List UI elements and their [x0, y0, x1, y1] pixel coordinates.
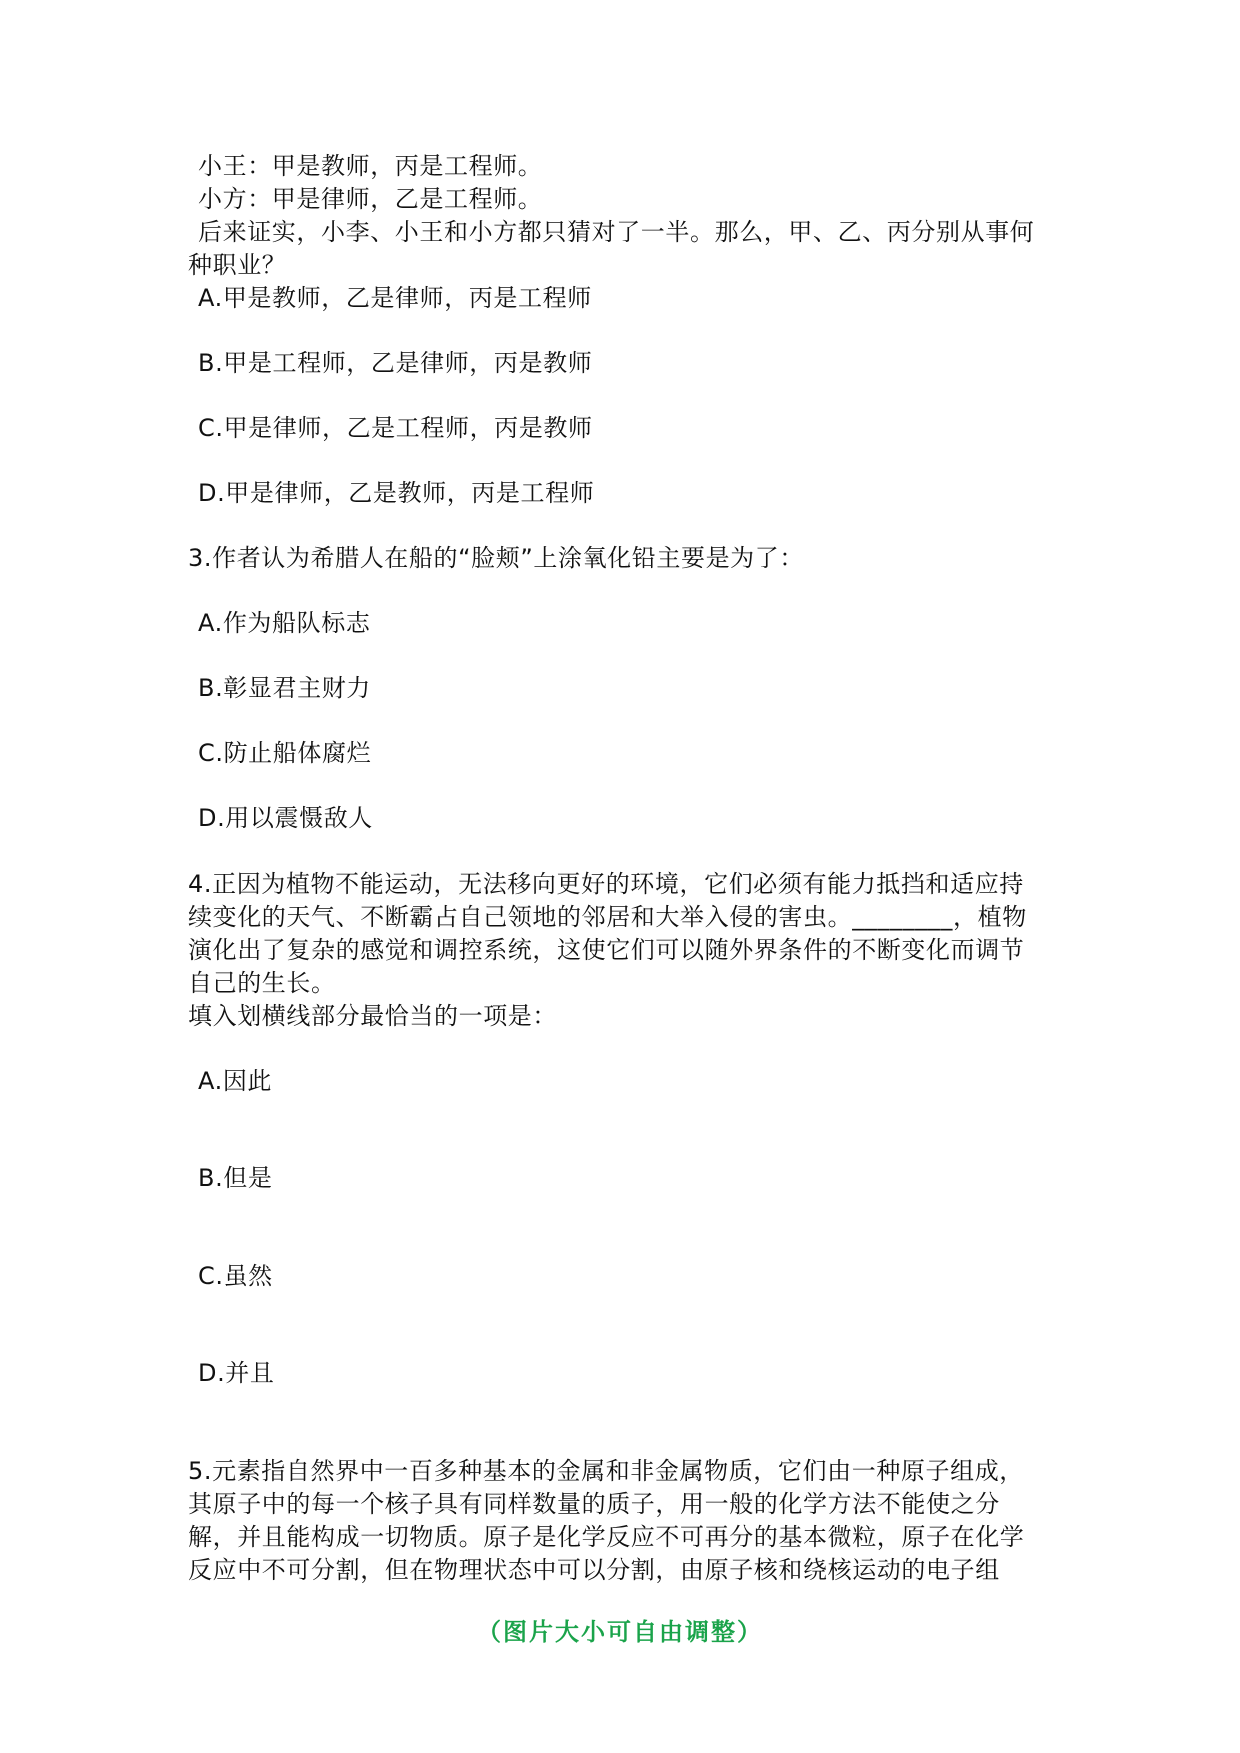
q2-question-line-1: 后来证实，小李、小王和小方都只猜对了一半。那么，甲、乙、丙分别从事何: [198, 218, 1035, 246]
q5-stem-line-2: 其原子中的每一个核子具有同样数量的质子，用一般的化学方法不能使之分: [188, 1490, 1000, 1518]
q5-stem-line-1: 5.元素指自然界中一百多种基本的金属和非金属物质，它们由一种原子组成，: [188, 1457, 1024, 1485]
image-resize-note: （图片大小可自由调整）: [477, 1618, 763, 1646]
q5-stem-line-3: 解，并且能构成一切物质。原子是化学反应不可再分的基本微粒，原子在化学: [188, 1523, 1025, 1551]
q4-option-d: D.并且: [198, 1359, 275, 1387]
q2-question-line-2: 种职业？: [188, 251, 287, 279]
q2-clue-xiaofang: 小方：甲是律师，乙是工程师。: [198, 185, 543, 213]
q3-option-c: C.防止船体腐烂: [198, 739, 372, 767]
q2-option-d: D.甲是律师，乙是教师，丙是工程师: [198, 479, 595, 507]
q4-option-b: B.但是: [198, 1164, 273, 1192]
q3-stem: 3.作者认为希腊人在船的“脸颊”上涂氧化铅主要是为了：: [188, 544, 804, 572]
q4-stem-line-4: 自己的生长。: [188, 969, 336, 997]
q2-option-c: C.甲是律师，乙是工程师，丙是教师: [198, 414, 593, 442]
q4-stem-line-3: 演化出了复杂的感觉和调控系统，这使它们可以随外界条件的不断变化而调节: [188, 936, 1025, 964]
q4-instruction: 填入划横线部分最恰当的一项是：: [188, 1002, 557, 1030]
q4-option-a: A.因此: [198, 1067, 273, 1095]
q4-stem-line-1: 4.正因为植物不能运动，无法移向更好的环境，它们必须有能力抵挡和适应持: [188, 870, 1024, 898]
q3-option-a: A.作为船队标志: [198, 609, 371, 637]
q2-option-a: A.甲是教师，乙是律师，丙是工程师: [198, 284, 592, 312]
q3-option-b: B.彰显君主财力: [198, 674, 371, 702]
q4-stem-line-2: 续变化的天气、不断霸占自己领地的邻居和大举入侵的害虫。________，植物: [188, 903, 1027, 931]
q3-option-d: D.用以震慑敌人: [198, 804, 373, 832]
q2-option-b: B.甲是工程师，乙是律师，丙是教师: [198, 349, 593, 377]
q4-option-c: C.虽然: [198, 1262, 273, 1290]
q2-clue-xiaowang: 小王：甲是教师，丙是工程师。: [198, 152, 543, 180]
q5-stem-line-4: 反应中不可分割，但在物理状态中可以分割，由原子核和绕核运动的电子组: [188, 1556, 1000, 1584]
